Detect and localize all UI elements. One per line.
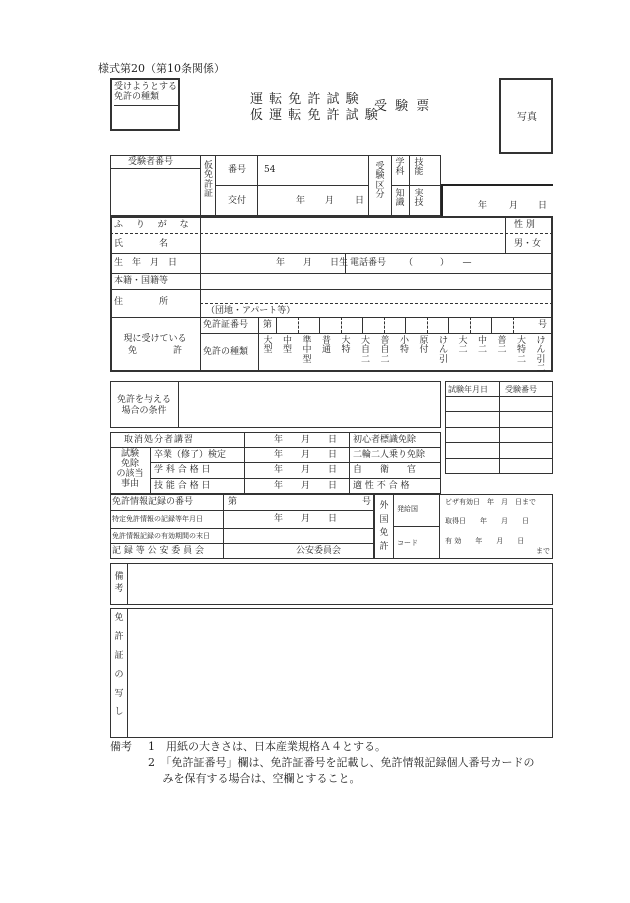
sdf-label: 自 衛 官 — [353, 465, 417, 475]
top-month: 月 — [509, 201, 519, 211]
skill-label: 技 能 — [414, 158, 424, 178]
exam-number-label: 受験番号 — [505, 385, 537, 394]
license-type-item[interactable]: 小 特 — [399, 336, 409, 356]
specific-date-label: 特定免許情報の記録等年月日 — [112, 515, 203, 523]
exam-date-label: 試験年月日 — [448, 385, 488, 394]
license-no-digit[interactable] — [320, 318, 340, 332]
license-copy-label: 免 許 証 の 写 し — [114, 613, 124, 718]
phone-format[interactable]: （ ） — — [404, 258, 472, 268]
issued-year: 年 — [296, 196, 306, 206]
license-type-item[interactable]: 原 付 — [419, 336, 429, 356]
license-type-item[interactable]: 中 型 — [282, 336, 292, 356]
license-no-digit[interactable] — [428, 318, 448, 332]
info-no-label: 免許情報記録の番号 — [112, 497, 194, 507]
license-no-digit[interactable] — [363, 318, 383, 332]
license-no-digit[interactable] — [514, 318, 534, 332]
committee-suffix: 公安委員会 — [296, 546, 342, 556]
remarks-input[interactable] — [128, 564, 552, 604]
number-value[interactable]: 54 — [264, 165, 276, 175]
graduation-label: 卒業（修了）検定 — [154, 450, 227, 460]
phone-label: 電話番号 — [350, 258, 387, 268]
issued-label: 交付 — [228, 196, 247, 206]
license-kind-label: 受けようとする免許の種類 — [114, 82, 178, 106]
provisional-license-label: 仮 免 許 証 — [203, 161, 213, 200]
remarks-label: 備 考 — [114, 572, 124, 594]
top-year: 年 — [478, 201, 488, 211]
license-no-digit[interactable] — [277, 318, 297, 332]
examinee-no-label: 受験者番号 — [128, 157, 174, 167]
license-no-digit[interactable] — [471, 318, 491, 332]
apartment-label: （団地・アパート等） — [206, 306, 296, 316]
acquired-label: 取得日 年 月 日 — [445, 517, 529, 525]
code-label: コード — [397, 539, 418, 547]
valid-label: 有 効 年 月 日 — [445, 537, 525, 545]
domicile-label: 本籍・国籍等 — [114, 276, 169, 286]
license-type-item[interactable]: 中 二 — [477, 336, 487, 356]
gender-label: 性 別 — [514, 220, 535, 230]
valid-until: まで — [536, 547, 550, 555]
specific-ymd[interactable]: 年 月 日 — [274, 514, 338, 524]
license-no-prefix: 第 — [263, 320, 273, 330]
note-2: 2 「免許証番号」欄は、免許証番号を記載し、免許情報記録個人番号カードの — [148, 756, 535, 769]
conditions-input[interactable] — [179, 382, 440, 427]
current-license-label: 現に受けている 免 許 — [123, 334, 187, 356]
license-type-item[interactable]: 大 二 — [458, 336, 468, 356]
knowledge-label: 知 識 — [395, 189, 405, 209]
furigana-label: ふ り が な — [114, 220, 194, 230]
motorcycle-label: 二輪二人乗り免除 — [353, 450, 426, 460]
note-1: 1 用紙の大きさは、日本産業規格Ａ４とする。 — [148, 740, 386, 753]
info-no-prefix: 第 — [228, 497, 238, 507]
license-type-item[interactable]: 大 特 — [341, 336, 351, 356]
title-suffix: 受 験 票 — [374, 99, 432, 114]
license-no-digit[interactable] — [492, 318, 512, 332]
license-no-suffix: 号 — [538, 320, 548, 330]
skill-pass-ymd[interactable]: 年 月 日 — [274, 481, 338, 491]
conditions-label: 免許を与える 場合の条件 — [116, 395, 171, 417]
license-no-digit[interactable] — [342, 318, 362, 332]
license-type-item[interactable]: 普 自 二 — [380, 336, 390, 365]
issued-day: 日 — [355, 196, 365, 206]
academic-label: 学 科 — [395, 158, 405, 178]
license-no-digit[interactable] — [299, 318, 319, 332]
license-type-item[interactable]: け ん 引 — [438, 336, 448, 365]
beginner-label: 初心者標識免除 — [353, 435, 417, 445]
license-type-item[interactable]: け ん 引 二 — [536, 336, 546, 375]
exemption-reason-label: 試験 免除 の該当 事由 — [116, 449, 144, 489]
photo-label: 写真 — [517, 112, 537, 123]
skill-pass-label: 技 能 合 格 日 — [154, 481, 211, 491]
unfit-label: 適 性 不 合 格 — [353, 481, 410, 491]
number-label: 番号 — [228, 165, 247, 175]
name-input[interactable] — [200, 234, 505, 252]
license-type-item[interactable]: 普 二 — [497, 336, 507, 356]
license-type-item[interactable]: 準 中 型 — [302, 336, 312, 365]
academic-pass-label: 学 科 合 格 日 — [154, 465, 211, 475]
address-label: 住 所 — [114, 297, 169, 307]
furigana-input[interactable] — [200, 218, 505, 232]
license-no-digit[interactable] — [385, 318, 405, 332]
gender-value[interactable]: 男・女 — [514, 239, 542, 249]
foreign-license-label: 外 国 免 許 — [379, 501, 389, 552]
cancel-course-ymd[interactable]: 年 月 日 — [274, 435, 338, 445]
cancel-course-label: 取消処分者講習 — [124, 435, 195, 445]
issued-month: 月 — [325, 196, 335, 206]
exam-class-label: 受 験 区 分 — [375, 162, 385, 201]
committee-label: 記 録 等 公 安 委 員 会 — [112, 546, 205, 556]
license-copy-area[interactable] — [128, 609, 552, 737]
top-day: 日 — [538, 201, 548, 211]
title-line1: 運 転 免 許 試 験 — [250, 92, 360, 107]
license-type-item[interactable]: 大 型 — [263, 336, 273, 356]
license-type-item[interactable]: 大 自 二 — [360, 336, 370, 365]
birth-ymd[interactable]: 年 月 日生 — [276, 258, 349, 268]
title-line2: 仮 運 転 免 許 試 験 — [250, 108, 379, 123]
license-no-digit[interactable] — [406, 318, 426, 332]
notes-title: 備考 — [110, 740, 132, 753]
name-label: 氏 名 — [114, 239, 169, 249]
form-title: 様式第20（第10条関係） — [98, 62, 225, 75]
issuing-country-label: 発給国 — [397, 505, 418, 513]
license-type-item[interactable]: 大 特 二 — [516, 336, 526, 365]
practical-label: 実 技 — [414, 189, 424, 209]
note-3: みを保有する場合は、空欄とすること。 — [148, 772, 361, 785]
birth-label: 生 年 月 日 — [114, 258, 178, 268]
license-kind-box[interactable] — [110, 78, 180, 131]
license-no-label: 免許証番号 — [203, 320, 249, 330]
photo-box — [499, 78, 553, 154]
license-types-label: 免許の種類 — [203, 347, 249, 357]
info-no-suffix: 号 — [362, 497, 372, 507]
expiry-end-label: 免許情報記録の有効期間の末日 — [112, 532, 210, 540]
address-input[interactable] — [200, 290, 553, 303]
license-type-item[interactable]: 普 通 — [321, 336, 331, 356]
academic-pass-ymd[interactable]: 年 月 日 — [274, 465, 338, 475]
graduation-ymd[interactable]: 年 月 日 — [274, 450, 338, 460]
license-no-digit[interactable] — [449, 318, 469, 332]
visa-expiry-label: ビザ有効日 年 月 日まで — [445, 498, 536, 506]
domicile-input[interactable] — [200, 274, 553, 288]
